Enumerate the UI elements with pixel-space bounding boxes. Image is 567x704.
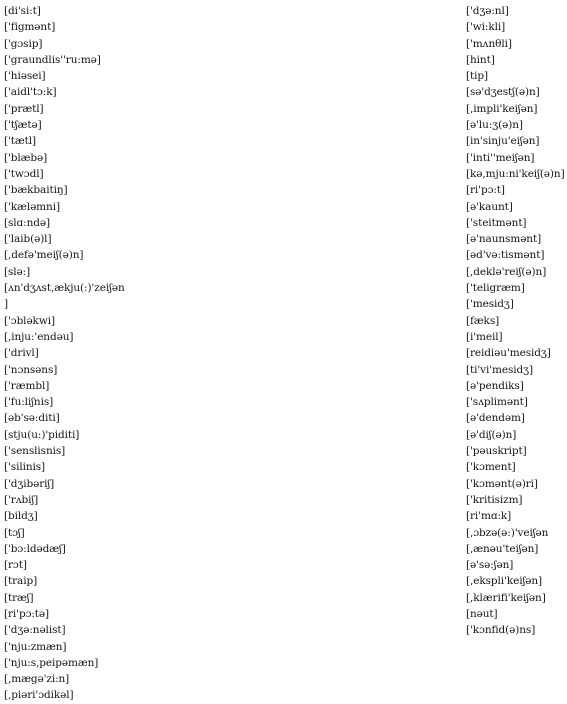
phonetic-entry: ['bɔ:ldədæʃ] [4,542,66,555]
phonetic-entry: [ə'naunsmənt] [466,233,542,246]
phonetic-entry: ['bækbaitiŋ] [4,184,68,197]
phonetic-entry: ['steitmənt] [466,216,527,229]
phonetic-entry: [in'sinju'eiʃən] [466,135,540,148]
phonetic-entry: ['kɔnfid(ə)ns] [466,624,536,637]
phonetic-entry: ['dʒə:nl] [466,5,509,17]
phonetic-entry: [,impli'keiʃən] [466,102,538,115]
phonetic-entry: [,inju:'endəu] [4,330,74,343]
phonetic-entry: [,defə'meiʃ(ə)n] [4,249,84,262]
phonetic-entry: [,ekspli'keiʃən] [466,575,542,588]
phonetic-entry: ['kɔmənt(ə)ri] [466,477,538,490]
phonetic-entry: [ə'dendəm] [466,412,525,425]
phonetic-entry: ['dʒə:nəlist] [4,624,66,637]
phonetic-entry: [i'meil] [466,330,503,343]
phonetic-entry: [fæks] [466,314,500,327]
phonetic-entry: [,deklə'reiʃ(ə)n] [466,265,547,278]
phonetic-entry: [,ænəu'teiʃən] [466,542,539,555]
phonetic-entry: [,piəri'ɔdikəl] [4,689,74,702]
phonetic-entry: ['figmənt] [4,21,56,34]
phonetic-entry: [ri'pɔ:tə] [4,607,50,620]
phonetic-entry: [hint] [466,53,495,66]
phonetic-entry: [træʃ] [4,591,34,604]
phonetic-entry: ['nju:zmæn] [4,640,67,653]
phonetic-entry: ['ræmbl] [4,379,50,392]
phonetic-entry: [nəut] [466,607,498,620]
phonetic-entry: ['kritisizm] [466,493,523,506]
phonetic-entry: ['kæləmni] [4,200,60,213]
phonetic-entry: ['aidl'tɔ:k] [4,86,57,99]
right-phonetic-column [466,3,566,639]
phonetic-entry: ['rʌbiʃ] [4,493,39,506]
phonetic-entry: [ʌn'dʒʌst,ækju(:)'zeiʃən [4,282,125,295]
phonetic-entry: [di'si:t] [4,5,41,17]
phonetic-entry: ['wi:kli] [466,21,506,34]
phonetic-entry: ['silinis] [4,461,46,474]
phonetic-entry: [sə'dʒestʃ(ə)n] [466,86,540,99]
phonetic-entry: [əd'və:tismənt] [466,249,545,262]
phonetic-entry: ['ɔbləkwi] [4,314,55,327]
phonetic-entry: ['twɔdl] [4,167,44,180]
phonetic-entry: ['graundlis''ru:mə] [4,53,101,66]
phonetic-entry: ['laib(ə)l] [4,233,52,246]
phonetic-entry: ['tʃætə] [4,119,42,132]
phonetic-entry: ['nɔnsəns] [4,363,58,376]
phonetic-entry: [kə,mju:ni'keiʃ(ə)n] [466,167,565,180]
phonetic-entry: ['fu:liʃnis] [4,396,54,409]
phonetic-entry: ['kɔment] [466,461,516,474]
phonetic-entry: ['mʌnθli] [466,37,512,50]
phonetic-entry: [tip] [466,70,488,83]
phonetic-entry: [ti'vi'mesidʒ] [466,363,533,376]
phonetic-entry: ['prætl] [4,102,44,115]
phonetic-entry: [slɑ:ndə] [4,216,50,229]
phonetic-entry: ['gɔsip] [4,37,43,50]
phonetic-entry: ] [4,298,8,311]
phonetic-entry: [ə'sə:ʃən] [466,559,514,572]
phonetic-entry: [ri'pɔ:t] [466,184,505,197]
phonetic-entry: [ri'mɑ:k] [466,510,512,523]
phonetic-entry: ['sʌplimənt] [466,396,528,409]
phonetic-entry: [ə'pendiks] [466,379,524,392]
phonetic-entry: ['mesidʒ] [466,298,514,311]
phonetic-entry: [ə'kaunt] [466,200,513,213]
phonetic-entry: ['dʒibəriʃ] [4,477,55,490]
phonetic-entry: [,ɔbzə(ə:)'veiʃən [466,526,549,539]
phonetic-entry: [ə'diʃ(ə)n] [466,428,517,441]
phonetic-entry: [reidiəu'mesidʒ] [466,347,551,360]
phonetic-entry: [ə'lu:ʒ(ə)n] [466,119,523,132]
phonetic-entry: ['inti''meiʃən] [466,151,535,164]
phonetic-entry: [tɔʃ] [4,526,25,539]
phonetic-entry: ['nju:s,peipəmæn] [4,656,99,669]
phonetic-entry: [slə:] [4,265,31,278]
phonetic-entry: [rɔt] [4,559,27,572]
phonetic-entry: [,klærifi'keiʃən] [466,591,546,604]
phonetic-entry: ['drivl] [4,347,39,360]
phonetic-entry: ['blæbə] [4,151,48,164]
phonetic-entry: ['hiəsei] [4,70,46,83]
phonetic-entry: [əb'sə:diti] [4,412,60,425]
phonetic-entry: [,mægə'zi:n] [4,673,70,686]
phonetic-entry: ['senslisnis] [4,445,66,458]
phonetic-entry: ['pəuskript] [466,445,527,458]
phonetic-entry: ['teligræm] [466,282,525,295]
phonetic-entry: [traip] [4,575,38,588]
left-phonetic-column [4,3,234,704]
phonetic-entry: [bildʒ] [4,510,38,523]
phonetic-entry: [stju(u:)'piditi] [4,428,80,441]
phonetic-entry: ['tætl] [4,135,37,148]
